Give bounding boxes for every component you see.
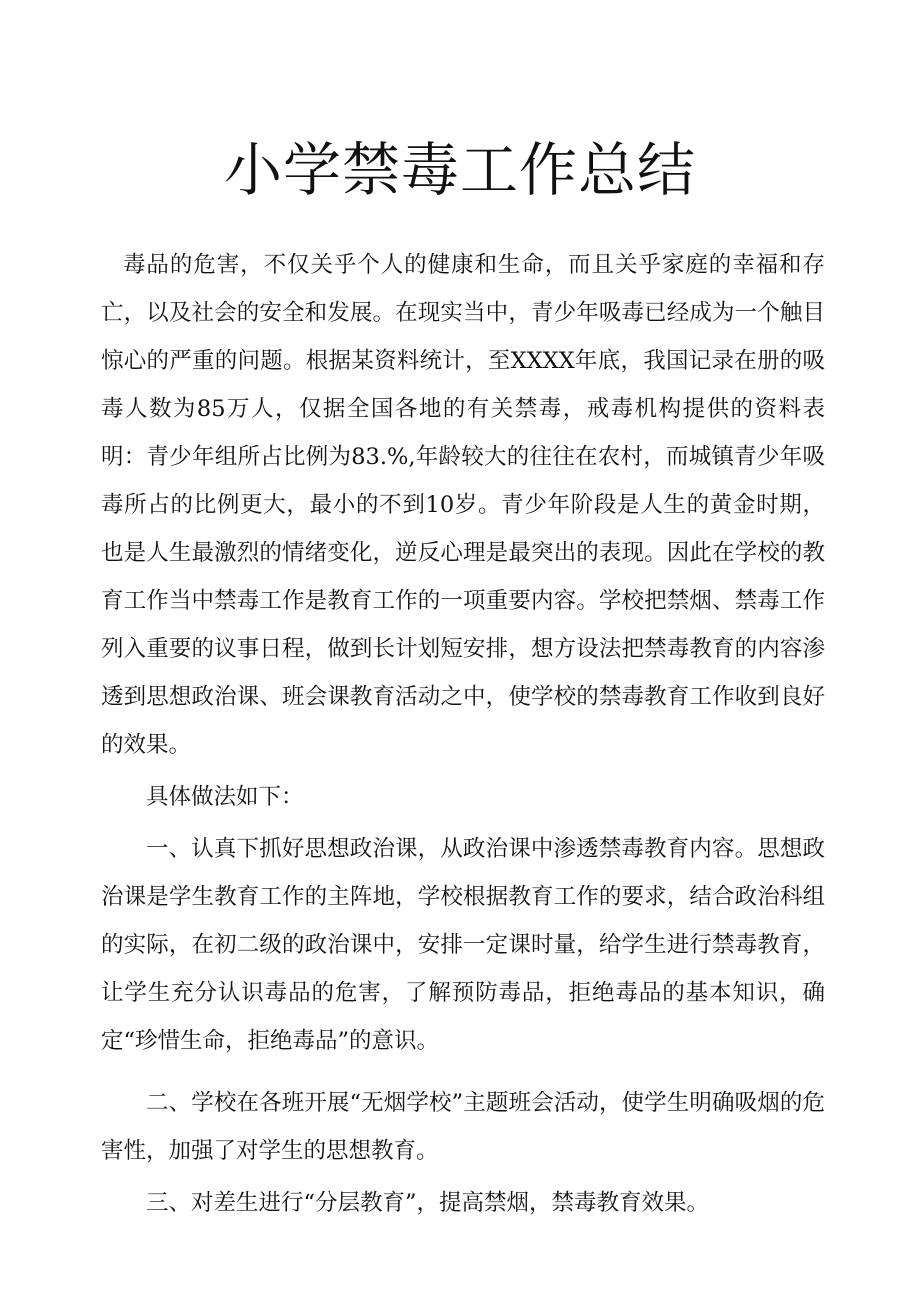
paragraph-methods-heading: 具体做法如下： bbox=[146, 784, 304, 810]
paragraph-item-3: 三、对差生进行“分层教育”，提高禁烟，禁毒教育效果。 bbox=[146, 1190, 710, 1216]
document-title: 小学禁毒工作总结 bbox=[223, 136, 696, 204]
paragraph-item-2: 二、学校在各班开展“无烟学校”主题班会活动，使学生明确吸烟的危害性，加强了对学生的思想教育。 bbox=[101, 1090, 825, 1164]
paragraph-item-1: 一、认真下抓好思想政治课，从政治课中渗透禁毒教育内容。思想政治课是学生教育工作的主阵地，学校根据教育工作的要求，结合政治科组的实际，在初二级的政治课中，安排一定课时量，给学生进行禁毒教育，让学生充分认识毒品的危害，了解预防毒品，拒绝毒品的基本知识，确定“珍惜生命，拒绝毒品”的意识。 bbox=[101, 836, 825, 1054]
document-body bbox=[101, 241, 825, 1227]
paragraph-intro: 毒品的危害，不仅关乎个人的健康和生命，而且关乎家庭的幸福和存亡，以及社会的安全和发展。在现实当中，青少年吸毒已经成为一个触目惊心的严重的问题。根据某资料统计，至XXXX年底，我国记录在册的吸毒人数为85万人，仅据全国各地的有关禁毒，戒毒机构提供的资料表明：青少年组所占比例为83.%,年龄较大的往往在农村，而城镇青少年吸毒所占的比例更大，最小的不到10岁。青少年阶段是人生的黄金时期，也是人生最激烈的情绪变化，逆反心理是最突出的表现。因此在学校的教育工作当中禁毒工作是教育工作的一项重要内容。学校把禁烟、禁毒工作列入重要的议事日程，做到长计划短安排，想方设法把禁毒教育的内容渗透到思想政治课、班会课教育活动之中，使学校的禁毒教育工作收到良好的效果。 bbox=[101, 252, 825, 758]
